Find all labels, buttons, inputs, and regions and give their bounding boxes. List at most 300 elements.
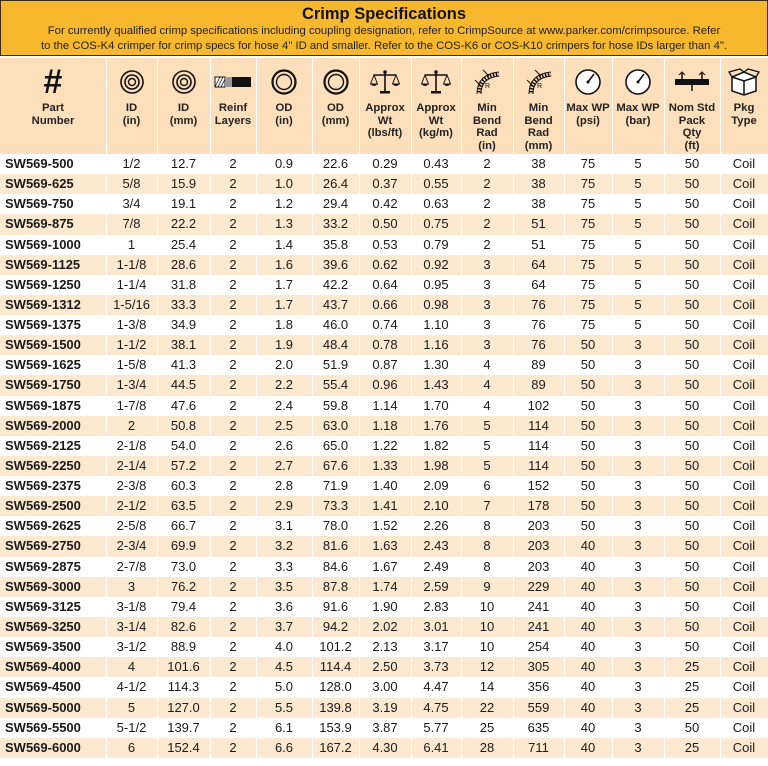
cell-reinf: 2 <box>229 417 237 433</box>
cell-bend-in: 5 <box>483 457 491 473</box>
outer-diameter-icon <box>312 68 359 96</box>
cell-od-mm: 63.0 <box>322 417 349 433</box>
pressure-gauge-icon <box>564 68 612 96</box>
cell-od-mm: 101.2 <box>319 639 352 655</box>
table-row <box>0 255 768 275</box>
scale-icon <box>411 68 461 96</box>
cell-wp-bar: 3 <box>634 478 642 494</box>
cell-pack: 50 <box>684 478 700 494</box>
column-divider <box>664 58 665 766</box>
cell-od-in: 1.7 <box>274 296 294 312</box>
bend-radius-icon <box>461 68 513 96</box>
cell-bend-in: 2 <box>483 156 491 171</box>
cell-bend-mm: 559 <box>527 699 550 715</box>
cell-bend-mm: 229 <box>527 578 550 594</box>
cell-bend-mm: 152 <box>527 478 550 494</box>
cell-pack: 50 <box>684 417 700 433</box>
cell-pkg: Coil <box>732 598 756 614</box>
cell-id-in: 2-1/4 <box>116 457 147 473</box>
cell-wp-psi: 40 <box>580 578 596 594</box>
pressure-gauge-icon <box>612 68 664 96</box>
table-row <box>0 335 768 355</box>
cell-wp-psi: 40 <box>580 719 596 735</box>
package-box-icon <box>720 68 768 96</box>
column-header-od-in <box>256 58 312 154</box>
cell-wt-lb: 0.74 <box>372 317 398 333</box>
cell-pack: 50 <box>684 639 700 655</box>
cell-reinf: 2 <box>229 478 237 494</box>
column-divider <box>359 58 360 766</box>
cell-wt-kg: 5.77 <box>423 719 449 735</box>
cell-part: SW569-2625 <box>5 518 81 534</box>
cell-pack: 50 <box>684 618 700 634</box>
column-header-pkg <box>720 58 768 154</box>
cell-id-in: 1-5/8 <box>116 357 147 373</box>
cell-wp-psi: 40 <box>580 699 596 715</box>
cell-bend-in: 9 <box>483 578 491 594</box>
cell-pkg: Coil <box>732 639 756 655</box>
banner-title: Crimp Specifications <box>301 5 467 23</box>
column-header-reinf <box>210 58 256 154</box>
cell-wp-bar: 5 <box>634 156 642 171</box>
cell-od-mm: 26.4 <box>322 176 349 192</box>
cell-od-mm: 81.6 <box>322 538 349 554</box>
cell-bend-mm: 711 <box>528 739 549 755</box>
cell-part: SW569-3125 <box>5 598 81 614</box>
cell-id-mm: 139.7 <box>167 719 200 735</box>
column-header-label: Max WP (psi) <box>566 102 610 127</box>
cell-wt-kg: 2.59 <box>423 578 449 594</box>
cell-wt-lb: 1.22 <box>372 437 398 453</box>
cell-part: SW569-1375 <box>5 317 81 333</box>
cell-wp-psi: 50 <box>580 357 596 373</box>
table-row <box>0 617 768 637</box>
column-header-label: Part Number <box>31 102 75 127</box>
cell-wt-lb: 2.02 <box>372 618 398 634</box>
cell-reinf: 2 <box>229 679 237 695</box>
column-header-label: OD (in) <box>275 102 293 127</box>
cell-reinf: 2 <box>229 337 237 353</box>
cell-od-in: 3.6 <box>274 598 294 614</box>
cell-bend-mm: 254 <box>527 639 550 655</box>
cell-pack: 50 <box>684 296 700 312</box>
cell-id-mm: 54.0 <box>170 437 197 453</box>
table-row <box>0 416 768 436</box>
cell-wp-psi: 75 <box>580 276 596 292</box>
cell-od-in: 1.2 <box>274 196 294 212</box>
cell-pkg: Coil <box>732 276 756 292</box>
cell-bend-in: 4 <box>483 377 491 393</box>
table-row <box>0 295 768 315</box>
cell-bend-in: 28 <box>479 739 495 755</box>
cell-wt-kg: 2.49 <box>423 558 449 574</box>
cell-bend-mm: 76 <box>531 317 546 333</box>
table-row <box>0 738 768 758</box>
cell-wt-lb: 1.67 <box>372 558 398 574</box>
cell-od-mm: 33.2 <box>322 216 349 232</box>
table-row <box>0 375 768 395</box>
cell-wp-bar: 3 <box>634 639 642 655</box>
cell-id-in: 2-3/8 <box>116 478 147 494</box>
hash-symbol: # <box>43 63 63 101</box>
cell-od-in: 6.1 <box>274 719 294 735</box>
cell-wp-bar: 3 <box>634 457 642 473</box>
cell-id-in: 4-1/2 <box>116 679 147 695</box>
cell-wt-kg: 1.98 <box>423 457 449 473</box>
column-divider <box>210 58 211 766</box>
cell-id-in: 2 <box>127 417 136 433</box>
cell-wt-lb: 1.52 <box>372 518 398 534</box>
cell-od-in: 3.7 <box>274 618 294 634</box>
cell-reinf: 2 <box>229 357 237 373</box>
cell-wt-lb: 1.63 <box>372 538 398 554</box>
cell-od-mm: 71.9 <box>322 478 349 494</box>
pack-quantity-icon <box>664 68 720 96</box>
cell-pkg: Coil <box>732 618 756 634</box>
column-divider <box>461 58 462 766</box>
cell-reinf: 2 <box>229 236 237 252</box>
table-row <box>0 174 768 194</box>
cell-wt-kg: 2.43 <box>423 538 449 554</box>
cell-wp-psi: 75 <box>580 216 596 232</box>
cell-od-in: 3.2 <box>274 538 294 554</box>
table-row <box>0 577 768 597</box>
cell-od-mm: 128.0 <box>319 679 352 695</box>
cell-bend-mm: 89 <box>531 357 546 373</box>
table-row <box>0 275 768 295</box>
cell-bend-mm: 38 <box>531 196 546 212</box>
cell-od-mm: 39.6 <box>322 256 349 272</box>
column-header-label: Approx Wt (kg/m) <box>416 102 456 139</box>
cell-pkg: Coil <box>732 256 756 272</box>
cell-wt-kg: 3.17 <box>423 639 449 655</box>
cell-part: SW569-750 <box>5 196 74 212</box>
cell-reinf: 2 <box>229 216 237 232</box>
cell-wp-psi: 50 <box>580 337 596 353</box>
cell-bend-in: 14 <box>479 679 495 695</box>
cell-part: SW569-3250 <box>5 618 81 634</box>
cell-reinf: 2 <box>229 176 237 192</box>
cell-bend-mm: 203 <box>527 538 550 554</box>
cell-bend-mm: 114 <box>528 457 549 473</box>
cell-pack: 50 <box>684 437 700 453</box>
cell-id-mm: 127.0 <box>167 699 200 715</box>
cell-wt-kg: 1.16 <box>423 337 449 353</box>
cell-wt-kg: 3.01 <box>423 618 449 634</box>
cell-id-mm: 69.9 <box>170 538 197 554</box>
cell-reinf: 2 <box>229 276 237 292</box>
cell-od-mm: 22.6 <box>322 156 349 171</box>
outer-diameter-icon <box>256 68 312 96</box>
cell-id-mm: 22.2 <box>170 216 197 232</box>
cell-wt-kg: 0.98 <box>423 296 449 312</box>
cell-part: SW569-875 <box>5 216 74 232</box>
cell-id-in: 1-5/16 <box>113 296 150 312</box>
cell-bend-mm: 635 <box>527 719 550 735</box>
cell-id-mm: 33.3 <box>170 296 197 312</box>
cell-bend-mm: 114 <box>528 437 549 453</box>
cell-wt-lb: 0.29 <box>372 156 398 171</box>
cell-bend-in: 3 <box>483 296 491 312</box>
column-header-pack <box>664 58 720 154</box>
cell-pkg: Coil <box>732 437 756 453</box>
cell-pkg: Coil <box>732 719 756 735</box>
cell-part: SW569-625 <box>5 176 74 192</box>
column-header-wt-kg <box>411 58 461 154</box>
cell-wt-kg: 2.26 <box>423 518 449 534</box>
cell-wp-psi: 75 <box>580 296 596 312</box>
cell-od-in: 2.5 <box>274 417 294 433</box>
cell-wp-psi: 40 <box>580 659 596 675</box>
cell-id-in: 1/2 <box>122 156 141 171</box>
cell-od-in: 1.4 <box>274 236 294 252</box>
cell-pack: 50 <box>684 578 700 594</box>
cell-od-mm: 67.6 <box>322 457 349 473</box>
cell-id-mm: 34.9 <box>170 317 197 333</box>
cell-bend-in: 3 <box>483 276 491 292</box>
table-row <box>0 315 768 335</box>
cell-od-in: 2.2 <box>274 377 294 393</box>
column-header-label: Min Bend Rad (mm) <box>524 102 553 152</box>
cell-id-mm: 79.4 <box>170 598 197 614</box>
cell-od-mm: 35.8 <box>322 236 349 252</box>
cell-od-in: 2.8 <box>274 478 294 494</box>
cell-pkg: Coil <box>732 457 756 473</box>
cell-part: SW569-6000 <box>5 739 81 755</box>
cell-id-in: 2-1/2 <box>116 498 147 514</box>
cell-pack: 50 <box>684 377 700 393</box>
cell-bend-mm: 241 <box>527 618 550 634</box>
hash-icon <box>0 63 106 101</box>
cell-wp-psi: 75 <box>580 196 596 212</box>
cell-wp-bar: 5 <box>634 196 642 212</box>
cell-od-in: 6.6 <box>274 739 294 755</box>
table-row <box>0 718 768 738</box>
cell-pkg: Coil <box>732 397 756 413</box>
cell-wp-psi: 50 <box>580 457 596 473</box>
cell-wp-psi: 75 <box>580 176 596 192</box>
cell-bend-in: 10 <box>479 598 495 614</box>
cell-wp-bar: 5 <box>634 236 642 252</box>
cell-wp-bar: 3 <box>634 417 642 433</box>
cell-id-mm: 47.6 <box>170 397 197 413</box>
cell-wt-kg: 1.30 <box>423 357 449 373</box>
cell-pack: 50 <box>684 498 700 514</box>
table-row <box>0 436 768 456</box>
cell-id-in: 2-5/8 <box>116 518 147 534</box>
cell-reinf: 2 <box>229 598 237 614</box>
cell-bend-in: 6 <box>483 478 491 494</box>
cell-pack: 50 <box>684 256 700 272</box>
cell-od-mm: 43.7 <box>322 296 349 312</box>
cell-wt-kg: 3.73 <box>423 659 449 675</box>
scale-icon <box>359 68 411 96</box>
cell-id-mm: 63.5 <box>170 498 197 514</box>
cell-wp-bar: 5 <box>634 276 642 292</box>
cell-id-in: 4 <box>127 659 136 675</box>
cell-id-mm: 25.4 <box>170 236 197 252</box>
cell-od-in: 1.0 <box>274 176 294 192</box>
column-header-label: Approx Wt (lbs/ft) <box>365 102 405 139</box>
cell-reinf: 2 <box>229 578 237 594</box>
cell-id-in: 2-1/8 <box>116 437 147 453</box>
cell-wp-psi: 50 <box>580 478 596 494</box>
cell-pkg: Coil <box>732 659 756 675</box>
cell-wt-lb: 1.14 <box>372 397 398 413</box>
cell-wp-psi: 50 <box>580 397 596 413</box>
cell-id-mm: 57.2 <box>170 457 197 473</box>
cell-od-in: 4.0 <box>274 639 294 655</box>
cell-pack: 50 <box>684 558 700 574</box>
column-divider <box>513 58 514 766</box>
cell-id-in: 1-1/8 <box>116 256 147 272</box>
cell-id-mm: 31.8 <box>170 276 197 292</box>
cell-pkg: Coil <box>732 558 756 574</box>
table-row <box>0 355 768 375</box>
crimp-spec-banner <box>0 0 768 56</box>
table-row <box>0 677 768 697</box>
table-row <box>0 456 768 476</box>
cell-bend-mm: 51 <box>531 216 546 232</box>
cell-wt-kg: 0.79 <box>423 236 449 252</box>
cell-part: SW569-2375 <box>5 478 81 494</box>
cell-id-in: 3-1/8 <box>116 598 147 614</box>
column-header-id-in <box>106 58 157 154</box>
column-divider <box>411 58 412 766</box>
cell-wt-lb: 1.74 <box>372 578 398 594</box>
cell-part: SW569-500 <box>5 156 74 171</box>
cell-pkg: Coil <box>732 478 756 494</box>
cell-bend-in: 2 <box>483 176 491 192</box>
cell-bend-in: 2 <box>483 236 491 252</box>
cell-wt-lb: 2.50 <box>372 659 398 675</box>
cell-pack: 50 <box>684 196 700 212</box>
cell-wp-bar: 3 <box>634 558 642 574</box>
cell-id-mm: 12.7 <box>170 156 197 171</box>
cell-bend-mm: 203 <box>527 558 550 574</box>
cell-id-mm: 28.6 <box>170 256 197 272</box>
cell-wp-bar: 3 <box>634 679 642 695</box>
cell-part: SW569-2500 <box>5 498 81 514</box>
cell-od-in: 3.3 <box>274 558 294 574</box>
cell-wt-kg: 0.92 <box>423 256 449 272</box>
svg-text:R: R <box>536 83 542 90</box>
cell-pkg: Coil <box>732 578 756 594</box>
cell-part: SW569-1625 <box>5 357 81 373</box>
cell-part: SW569-5000 <box>5 699 81 715</box>
cell-wp-bar: 3 <box>634 357 642 373</box>
cell-wt-lb: 1.40 <box>372 478 398 494</box>
cell-pkg: Coil <box>732 417 756 433</box>
column-header-label: Max WP (bar) <box>616 102 660 127</box>
cell-bend-mm: 76 <box>531 296 546 312</box>
cell-bend-mm: 64 <box>531 276 546 292</box>
column-header-bend-mm <box>513 58 564 154</box>
cell-pack: 50 <box>684 357 700 373</box>
cell-pkg: Coil <box>732 699 756 715</box>
cell-id-mm: 66.7 <box>170 518 197 534</box>
column-header-wp-bar <box>612 58 664 154</box>
cell-id-in: 7/8 <box>122 216 141 232</box>
cell-od-in: 1.7 <box>274 276 294 292</box>
cell-wt-lb: 0.50 <box>372 216 398 232</box>
cell-id-in: 5 <box>127 699 136 715</box>
cell-part: SW569-5500 <box>5 719 81 735</box>
cell-od-mm: 84.6 <box>322 558 349 574</box>
cell-wt-kg: 2.09 <box>423 478 449 494</box>
cell-wt-kg: 1.70 <box>423 397 449 413</box>
banner-note-line1: For currently qualified crimp specifications including coupling designation, refer to CrimpSource at www.parker.com/crimpsource. Refer <box>47 25 721 37</box>
cell-od-in: 2.7 <box>274 457 294 473</box>
cell-wt-kg: 4.75 <box>423 699 449 715</box>
cell-pack: 50 <box>684 317 700 333</box>
cell-wp-psi: 40 <box>580 639 596 655</box>
column-header-od-mm <box>312 58 359 154</box>
cell-pack: 50 <box>684 337 700 353</box>
cell-wp-psi: 50 <box>580 518 596 534</box>
cell-bend-mm: 356 <box>527 679 550 695</box>
cell-bend-in: 3 <box>483 337 491 353</box>
cell-wp-bar: 3 <box>634 538 642 554</box>
cell-wt-lb: 0.64 <box>372 276 398 292</box>
cell-wp-bar: 5 <box>634 216 642 232</box>
cell-bend-in: 25 <box>479 719 495 735</box>
cell-reinf: 2 <box>229 196 237 212</box>
cell-wp-bar: 5 <box>634 317 642 333</box>
cell-od-mm: 65.0 <box>322 437 349 453</box>
cell-id-in: 5-1/2 <box>116 719 147 735</box>
cell-wt-kg: 0.63 <box>423 196 449 212</box>
column-header-wt-lb <box>359 58 411 154</box>
cell-od-in: 1.6 <box>274 256 294 272</box>
cell-wt-kg: 2.83 <box>423 598 449 614</box>
table-row <box>0 597 768 617</box>
column-header-bend-in <box>461 58 513 154</box>
table-header <box>0 58 768 154</box>
cell-od-mm: 48.4 <box>322 337 349 353</box>
cell-id-in: 2-3/4 <box>116 538 147 554</box>
cell-bend-mm: 38 <box>531 156 546 171</box>
column-header-label: Nom Std Pack Qty (ft) <box>668 102 716 152</box>
cell-wp-psi: 40 <box>580 618 596 634</box>
cell-id-in: 1-1/2 <box>116 337 147 353</box>
cell-od-mm: 42.2 <box>322 276 349 292</box>
cell-id-in: 3 <box>127 578 136 594</box>
cell-reinf: 2 <box>229 538 237 554</box>
cell-bend-in: 4 <box>483 397 491 413</box>
cell-wt-kg: 0.55 <box>423 176 449 192</box>
cell-wt-kg: 1.82 <box>423 437 449 453</box>
cell-part: SW569-1125 <box>5 256 81 272</box>
cell-wp-bar: 3 <box>634 377 642 393</box>
column-header-label: Min Bend Rad (in) <box>472 102 502 152</box>
cell-pack: 25 <box>684 699 700 715</box>
cell-wp-bar: 3 <box>634 618 642 634</box>
cell-wp-bar: 3 <box>634 518 642 534</box>
cell-od-in: 5.5 <box>274 699 294 715</box>
cell-wt-kg: 0.75 <box>423 216 449 232</box>
cell-od-in: 2.0 <box>274 357 294 373</box>
cell-od-mm: 51.9 <box>322 357 349 373</box>
cell-pkg: Coil <box>732 236 756 252</box>
cell-pack: 50 <box>684 397 700 413</box>
cell-od-in: 3.5 <box>274 578 294 594</box>
cell-wp-bar: 5 <box>634 256 642 272</box>
cell-wp-psi: 50 <box>580 498 596 514</box>
column-divider <box>157 58 158 766</box>
cell-od-mm: 78.0 <box>322 518 349 534</box>
cell-part: SW569-4000 <box>5 659 81 675</box>
